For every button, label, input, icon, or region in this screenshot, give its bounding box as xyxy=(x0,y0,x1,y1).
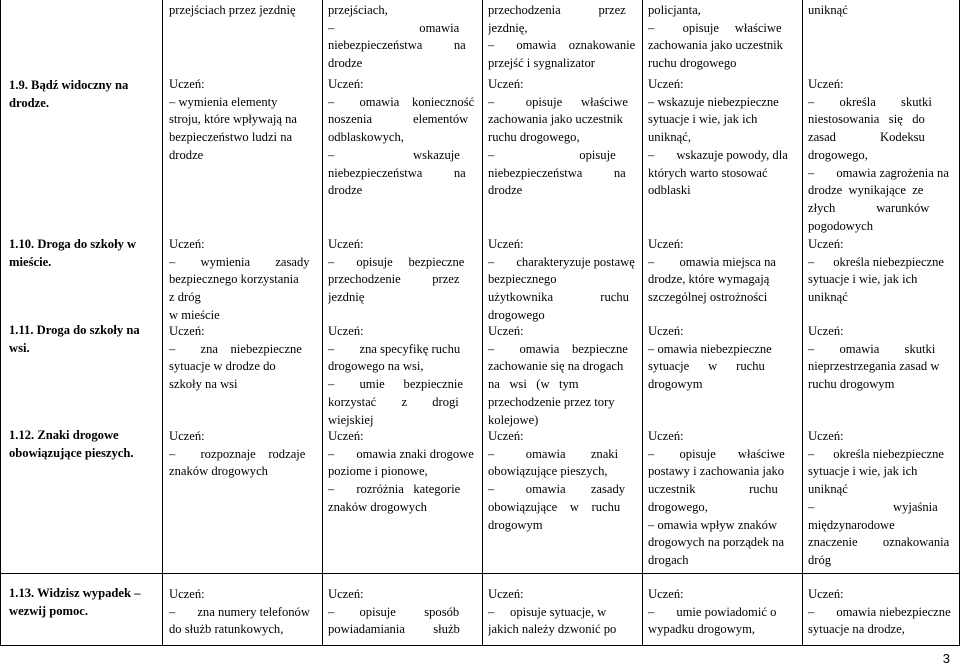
table-row-divider xyxy=(0,573,960,574)
cell-line: Uczeń: xyxy=(488,237,524,251)
topic-title: 1.9. Bądź widoczny na drodze. xyxy=(9,78,129,110)
cell-line: znaków drogowych xyxy=(328,499,427,514)
cell-line: odblaskowych, xyxy=(328,130,404,145)
cell-line: sytuacje i wie, jak ich xyxy=(808,464,918,479)
cell-line: wiejskiej xyxy=(328,412,374,427)
cell-line: drogach xyxy=(648,552,689,567)
cell-line: uniknąć xyxy=(808,290,848,305)
col2-cell-f xyxy=(328,586,475,639)
topic-1-9 xyxy=(9,77,157,112)
col2-cell-a xyxy=(328,2,475,73)
cell-line: Uczeń: xyxy=(808,587,844,601)
topic-title: 1.10. Droga do szkoły w mieście. xyxy=(9,237,137,269)
cell-line: znaków drogowych xyxy=(169,464,268,479)
cell-line: – omawia znaki xyxy=(488,446,619,461)
cell-line: poziome i pionowe, xyxy=(328,464,428,479)
cell-line: drodze xyxy=(169,147,204,162)
cell-line: – zna niebezpieczne xyxy=(169,341,302,356)
cell-line: sytuacje w ruchu xyxy=(648,359,765,374)
cell-line: sytuacje w drodze do xyxy=(169,359,276,374)
cell-line: drodze xyxy=(328,183,363,198)
cell-line: kolejowe) xyxy=(488,412,539,427)
col4-cell-c xyxy=(648,236,795,307)
cell-line: powiadamiania służb xyxy=(328,622,460,637)
cell-line: – opisuje sytuacje, w xyxy=(488,604,607,619)
cell-line: niestosowania się do xyxy=(808,112,925,127)
cell-line: przejściach przez jezdnię xyxy=(169,3,296,17)
cell-line: bezpiecznego korzystania xyxy=(169,272,299,287)
cell-line: – opisuje właściwe xyxy=(648,446,785,461)
cell-line: – opisuje bezpieczne xyxy=(328,254,465,269)
cell-line: – omawia niebezpieczne xyxy=(648,341,772,356)
topic-title: 1.13. Widzisz wypadek – wezwij pomoc. xyxy=(9,586,141,618)
cell-line: wypadku drogowym, xyxy=(648,622,756,637)
cell-line: – omawia oznakowanie xyxy=(488,38,635,53)
cell-line: przechodzenia przez xyxy=(488,3,626,17)
cell-line: Uczeń: xyxy=(648,77,684,91)
table-border-left xyxy=(0,0,1,646)
cell-line: – omawia niebezpieczne xyxy=(808,604,951,619)
cell-line: Uczeń: xyxy=(169,587,205,601)
cell-line: niebezpieczeństwa na xyxy=(488,165,626,180)
col4-cell-d xyxy=(648,323,795,394)
cell-line: drogowych na porządek na xyxy=(648,535,785,550)
cell-line: – umie bezpiecznie xyxy=(328,377,463,392)
cell-line: użytkownika ruchu xyxy=(488,290,629,305)
col3-cell-a xyxy=(488,2,635,73)
cell-line: – omawia konieczność xyxy=(328,94,475,109)
cell-line: dróg xyxy=(808,552,832,567)
cell-line: zachowania jako uczestnik xyxy=(488,112,623,127)
cell-line: policjanta, xyxy=(648,3,701,17)
table-divider-5 xyxy=(802,0,803,646)
cell-line: jezdnię xyxy=(328,290,365,305)
cell-line: – wskazuje xyxy=(328,147,460,162)
cell-line: postawy i zachowania jako xyxy=(648,464,785,479)
col4-cell-a xyxy=(648,2,795,73)
cell-line: bezpieczeństwo ludzi na xyxy=(169,130,293,145)
cell-line: Uczeń: xyxy=(648,324,684,338)
cell-line: w mieście xyxy=(169,307,220,322)
cell-line: uczestnik ruchu xyxy=(648,482,778,497)
cell-line: Uczeń: xyxy=(328,324,364,338)
cell-line: pogodowych xyxy=(808,218,874,233)
cell-line: drogowego na wsi, xyxy=(328,359,424,374)
cell-line: korzystać z drogi xyxy=(328,394,459,409)
cell-line: – umie powiadomić o xyxy=(648,604,777,619)
cell-line: sytuacje i wie, jak ich xyxy=(808,272,918,287)
cell-line: – rozróżnia kategorie xyxy=(328,482,461,497)
cell-line: – omawia zasady xyxy=(488,482,626,497)
cell-line: – omawia zagrożenia na xyxy=(808,165,949,180)
cell-line: drodze, które wymagają xyxy=(648,272,770,287)
cell-line: niebezpieczeństwa na xyxy=(328,165,466,180)
cell-line: znaczenie oznakowania xyxy=(808,535,950,550)
col2-cell-d xyxy=(328,323,475,429)
table-divider-3 xyxy=(482,0,483,646)
col3-cell-c xyxy=(488,236,635,325)
cell-line: jezdnię, xyxy=(488,20,528,35)
col4-cell-b xyxy=(648,76,795,200)
cell-line: przejść i sygnalizator xyxy=(488,56,596,71)
table-divider-2 xyxy=(322,0,323,646)
topic-title: 1.12. Znaki drogowe obowiązujące pieszych. xyxy=(9,428,134,460)
col1-cell-a xyxy=(169,2,316,20)
topic-1-13 xyxy=(9,585,157,620)
cell-line: uniknąć, xyxy=(648,130,692,145)
col2-cell-e xyxy=(328,428,475,517)
col5-cell-c xyxy=(808,236,955,307)
col3-cell-b xyxy=(488,76,635,200)
cell-line: drodze wynikające ze xyxy=(808,183,924,198)
cell-line: niebezpieczeństwa na xyxy=(328,38,466,53)
cell-line: ruchu drogowym xyxy=(808,377,895,392)
col5-cell-a xyxy=(808,2,955,20)
cell-line: – omawia miejsca na xyxy=(648,254,776,269)
cell-line: – wskazuje niebezpieczne xyxy=(648,94,779,109)
page-number: 3 xyxy=(942,651,950,666)
col2-cell-c xyxy=(328,236,475,307)
cell-line: – wymienia zasady xyxy=(169,254,310,269)
cell-line: Uczeń: xyxy=(169,324,205,338)
cell-line: z dróg xyxy=(169,290,201,305)
col3-cell-d xyxy=(488,323,635,429)
col4-cell-e xyxy=(648,428,795,570)
cell-line: Uczeń: xyxy=(808,324,844,338)
cell-line: stroju, które wpływają na xyxy=(169,112,298,127)
cell-line: zasad Kodeksu xyxy=(808,130,925,145)
cell-line: Uczeń: xyxy=(648,429,684,443)
cell-line: noszenia elementów xyxy=(328,112,469,127)
cell-line: – opisuje xyxy=(488,147,616,162)
cell-line: – wymienia elementy xyxy=(169,94,278,109)
cell-line: drogowego xyxy=(488,307,545,322)
cell-line: – charakteryzuje postawę xyxy=(488,254,635,269)
cell-line: Uczeń: xyxy=(328,237,364,251)
cell-line: – omawia wpływ znaków xyxy=(648,517,778,532)
cell-line: sytuacje i wie, jak ich xyxy=(648,112,758,127)
topic-1-12 xyxy=(9,427,157,462)
cell-line: – określa niebezpieczne xyxy=(808,254,945,269)
cell-line: Uczeń: xyxy=(328,77,364,91)
table-border-bottom xyxy=(0,645,960,646)
cell-line: drodze xyxy=(328,56,363,71)
cell-line: przejściach, xyxy=(328,3,388,17)
cell-line: – omawia xyxy=(328,20,460,35)
cell-line: Uczeń: xyxy=(169,237,205,251)
cell-line: Uczeń: xyxy=(488,587,524,601)
topic-1-11 xyxy=(9,322,157,357)
cell-line: Uczeń: xyxy=(808,77,844,91)
cell-line: przechodzenie przez tory xyxy=(488,394,615,409)
cell-line: drogowym xyxy=(488,517,543,532)
cell-line: obowiązujące w ruchu xyxy=(488,499,621,514)
cell-line: Uczeń: xyxy=(648,587,684,601)
cell-line: międzynarodowe xyxy=(808,517,895,532)
cell-line: drogowego, xyxy=(648,499,708,514)
cell-line: na wsi (w tym xyxy=(488,377,579,392)
cell-line: uniknąć xyxy=(808,482,848,497)
cell-line: obowiązujące pieszych, xyxy=(488,464,608,479)
topic-1-10 xyxy=(9,236,157,271)
cell-line: odblaski xyxy=(648,183,691,198)
cell-line: drogowym xyxy=(648,377,703,392)
col1-cell-f xyxy=(169,586,316,639)
cell-line: złych warunków xyxy=(808,200,930,215)
cell-line: bezpiecznego xyxy=(488,272,557,287)
col1-cell-e xyxy=(169,428,316,481)
col5-cell-d xyxy=(808,323,955,394)
col3-cell-f xyxy=(488,586,635,639)
cell-line: – wyjaśnia xyxy=(808,499,938,514)
cell-line: Uczeń: xyxy=(808,429,844,443)
cell-line: nieprzestrzegania zasad w xyxy=(808,359,940,374)
cell-line: Uczeń: xyxy=(169,429,205,443)
cell-line: Uczeń: xyxy=(328,587,364,601)
cell-line: Uczeń: xyxy=(808,237,844,251)
cell-line: – omawia skutki xyxy=(808,341,936,356)
cell-line: Uczeń: xyxy=(488,77,524,91)
col1-cell-b xyxy=(169,76,316,165)
col5-cell-e xyxy=(808,428,955,570)
cell-line: – omawia znaki drogowe xyxy=(328,446,474,461)
cell-line: drogowego, xyxy=(808,147,868,162)
table-divider-4 xyxy=(642,0,643,646)
cell-line: – opisuje sposób xyxy=(328,604,460,619)
col2-cell-b xyxy=(328,76,475,200)
col5-cell-b xyxy=(808,76,955,235)
cell-line: Uczeń: xyxy=(328,429,364,443)
cell-line: – rozpoznaje rodzaje xyxy=(169,446,306,461)
cell-line: – omawia bezpieczne xyxy=(488,341,628,356)
cell-line: – określa niebezpieczne xyxy=(808,446,945,461)
cell-line: – określa skutki xyxy=(808,94,932,109)
col1-cell-c xyxy=(169,236,316,325)
cell-line: do służb ratunkowych, xyxy=(169,622,284,637)
cell-line: – zna specyfikę ruchu xyxy=(328,341,461,356)
table-divider-1 xyxy=(162,0,163,646)
col5-cell-f xyxy=(808,586,955,639)
cell-line: Uczeń: xyxy=(169,77,205,91)
cell-line: zachowanie się na drogach xyxy=(488,359,624,374)
cell-line: – zna numery telefonów xyxy=(169,604,310,619)
cell-line: sytuacje na drodze, xyxy=(808,622,905,637)
cell-line: Uczeń: xyxy=(488,324,524,338)
cell-line: ruchu drogowego, xyxy=(488,130,580,145)
cell-line: – opisuje właściwe xyxy=(488,94,628,109)
col4-cell-f xyxy=(648,586,795,639)
cell-line: – wskazuje powody, dla xyxy=(648,147,788,162)
cell-line: – opisuje właściwe xyxy=(648,20,782,35)
cell-line: zachowania jako uczestnik xyxy=(648,38,783,53)
cell-line: Uczeń: xyxy=(648,237,684,251)
cell-line: szkoły na wsi xyxy=(169,377,238,392)
topic-title: 1.11. Droga do szkoły na wsi. xyxy=(9,323,140,355)
cell-line: których warto stosować xyxy=(648,165,768,180)
cell-line: przechodzenie przez xyxy=(328,272,460,287)
cell-line: ruchu drogowego xyxy=(648,56,737,71)
cell-line: szczególnej ostrożności xyxy=(648,290,768,305)
cell-line: uniknąć xyxy=(808,3,848,17)
col1-cell-d xyxy=(169,323,316,394)
col3-cell-e xyxy=(488,428,635,534)
cell-line: Uczeń: xyxy=(488,429,524,443)
cell-line: drodze xyxy=(488,183,523,198)
cell-line: jakich należy dzwonić po xyxy=(488,622,617,637)
